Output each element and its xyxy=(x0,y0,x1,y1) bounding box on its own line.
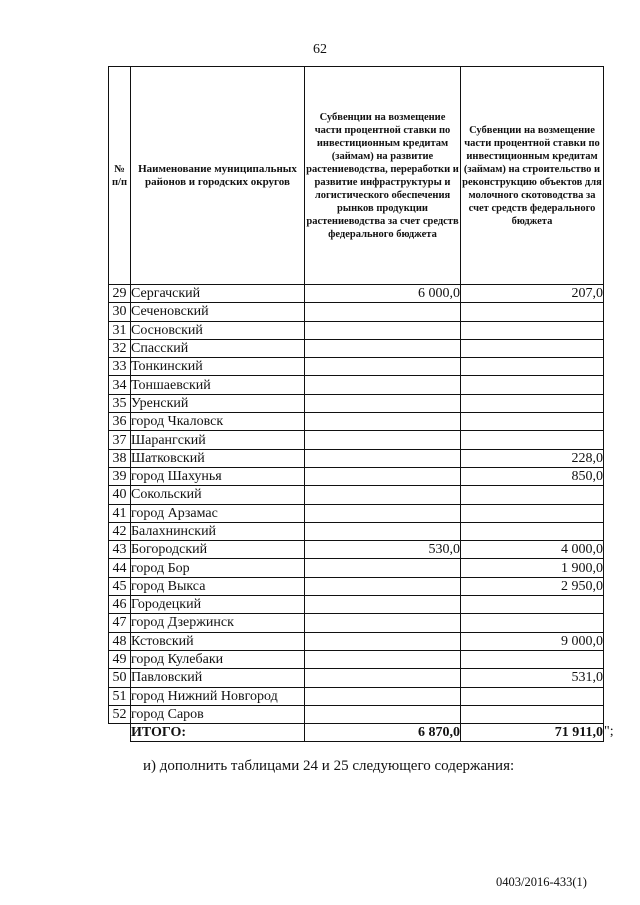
document-code: 0403/2016-433(1) xyxy=(496,875,587,889)
row-col3 xyxy=(305,577,461,595)
row-col4: 228,0 xyxy=(461,449,604,467)
row-col3 xyxy=(305,486,461,504)
table-row xyxy=(109,504,604,522)
page-number: 62 xyxy=(313,42,327,57)
row-col4 xyxy=(461,413,604,431)
row-col4 xyxy=(461,504,604,522)
table-row xyxy=(109,449,604,467)
row-name: Спасский xyxy=(131,339,305,357)
row-number: 40 xyxy=(109,486,131,504)
table-row xyxy=(109,650,604,668)
row-col3 xyxy=(305,339,461,357)
row-col4 xyxy=(461,303,604,321)
table-row xyxy=(109,486,604,504)
row-col3 xyxy=(305,632,461,650)
row-number: 45 xyxy=(109,577,131,595)
row-number: 50 xyxy=(109,669,131,687)
table-row xyxy=(109,376,604,394)
row-name: город Чкаловск xyxy=(131,413,305,431)
table-row xyxy=(109,285,604,303)
row-col4: 1 900,0 xyxy=(461,559,604,577)
row-col4 xyxy=(461,339,604,357)
row-number: 36 xyxy=(109,413,131,431)
table-row xyxy=(109,522,604,540)
row-col4 xyxy=(461,431,604,449)
body-paragraph: и) дополнить таблицами 24 и 25 следующего содержания: xyxy=(143,758,515,774)
row-col3 xyxy=(305,449,461,467)
row-number: 37 xyxy=(109,431,131,449)
row-name: Тоншаевский xyxy=(131,376,305,394)
row-col3 xyxy=(305,303,461,321)
header-name: Наименование муниципальных районов и городских округов xyxy=(131,67,305,285)
row-name: город Бор xyxy=(131,559,305,577)
row-number: 43 xyxy=(109,541,131,559)
total-col3: 6 870,0 xyxy=(305,724,461,742)
table-row xyxy=(109,705,604,723)
row-col3 xyxy=(305,431,461,449)
table-row xyxy=(109,596,604,614)
row-number: 46 xyxy=(109,596,131,614)
row-col3 xyxy=(305,705,461,723)
row-number: 49 xyxy=(109,650,131,668)
table-row xyxy=(109,467,604,485)
row-col3 xyxy=(305,376,461,394)
table-row xyxy=(109,559,604,577)
row-number: 38 xyxy=(109,449,131,467)
row-col3 xyxy=(305,358,461,376)
table-row xyxy=(109,339,604,357)
table-header-row xyxy=(109,67,604,285)
row-col4: 2 950,0 xyxy=(461,577,604,595)
table-row xyxy=(109,541,604,559)
table-row xyxy=(109,577,604,595)
row-name: Уренский xyxy=(131,394,305,412)
table-row xyxy=(109,303,604,321)
row-col3 xyxy=(305,650,461,668)
row-col3 xyxy=(305,321,461,339)
row-col4 xyxy=(461,705,604,723)
row-name: Шатковский xyxy=(131,449,305,467)
table-row xyxy=(109,413,604,431)
table-row xyxy=(109,669,604,687)
row-col4 xyxy=(461,376,604,394)
row-col4 xyxy=(461,486,604,504)
row-name: город Саров xyxy=(131,705,305,723)
row-number: 35 xyxy=(109,394,131,412)
row-number: 44 xyxy=(109,559,131,577)
row-number: 42 xyxy=(109,522,131,540)
table-row xyxy=(109,632,604,650)
total-row xyxy=(109,724,604,742)
header-num: № п/п xyxy=(109,67,131,285)
row-col4 xyxy=(461,650,604,668)
row-number: 34 xyxy=(109,376,131,394)
table-row xyxy=(109,321,604,339)
closing-quote-mark: "; xyxy=(604,724,614,739)
row-number: 48 xyxy=(109,632,131,650)
row-col4: 531,0 xyxy=(461,669,604,687)
row-col3 xyxy=(305,614,461,632)
row-name: Павловский xyxy=(131,669,305,687)
row-name: город Кулебаки xyxy=(131,650,305,668)
row-col4: 9 000,0 xyxy=(461,632,604,650)
row-col3 xyxy=(305,559,461,577)
table-row xyxy=(109,614,604,632)
row-col3 xyxy=(305,522,461,540)
row-name: город Выкса xyxy=(131,577,305,595)
row-number: 47 xyxy=(109,614,131,632)
row-name: Шарангский xyxy=(131,431,305,449)
row-col4 xyxy=(461,522,604,540)
row-col3 xyxy=(305,467,461,485)
row-number: 31 xyxy=(109,321,131,339)
row-col3: 6 000,0 xyxy=(305,285,461,303)
row-number: 51 xyxy=(109,687,131,705)
row-col4: 207,0 xyxy=(461,285,604,303)
row-col3 xyxy=(305,669,461,687)
row-name: Богородский xyxy=(131,541,305,559)
table-row xyxy=(109,358,604,376)
row-name: Балахнинский xyxy=(131,522,305,540)
row-col3 xyxy=(305,596,461,614)
row-col4 xyxy=(461,614,604,632)
total-col4: 71 911,0 xyxy=(461,724,604,742)
row-col3 xyxy=(305,504,461,522)
row-name: город Нижний Новгород xyxy=(131,687,305,705)
row-number: 52 xyxy=(109,705,131,723)
subsidy-table xyxy=(108,66,604,742)
header-col4: Субвенции на возмещение части процентной ставки по инвестиционным кредитам (займам) на строительство и реконструкцию объектов для молочного скотоводства за счет средств федерального бюджета xyxy=(461,67,604,285)
row-number: 30 xyxy=(109,303,131,321)
total-label: ИТОГО: xyxy=(131,724,305,742)
row-col4 xyxy=(461,358,604,376)
row-name: город Шахунья xyxy=(131,467,305,485)
row-name: город Арзамас xyxy=(131,504,305,522)
table-row xyxy=(109,687,604,705)
table-row xyxy=(109,431,604,449)
row-number: 33 xyxy=(109,358,131,376)
row-col4 xyxy=(461,687,604,705)
row-name: Городецкий xyxy=(131,596,305,614)
row-col4: 850,0 xyxy=(461,467,604,485)
row-name: Сокольский xyxy=(131,486,305,504)
row-col4 xyxy=(461,321,604,339)
row-number: 32 xyxy=(109,339,131,357)
row-col3: 530,0 xyxy=(305,541,461,559)
row-col3 xyxy=(305,394,461,412)
row-number: 39 xyxy=(109,467,131,485)
row-col4: 4 000,0 xyxy=(461,541,604,559)
row-name: Сосновский xyxy=(131,321,305,339)
row-col4 xyxy=(461,596,604,614)
row-col4 xyxy=(461,394,604,412)
row-name: Сергачский xyxy=(131,285,305,303)
header-col3: Субвенции на возмещение части процентной ставки по инвестиционным кредитам (займам) на развитие растениеводства, переработки и развитие инфраструктуры и логистического обеспечения рынков продукции растениеводства за счет средств федерального бюджета xyxy=(305,67,461,285)
row-number: 29 xyxy=(109,285,131,303)
row-name: город Дзержинск xyxy=(131,614,305,632)
row-name: Тонкинский xyxy=(131,358,305,376)
row-col3 xyxy=(305,687,461,705)
row-name: Кстовский xyxy=(131,632,305,650)
table-row xyxy=(109,394,604,412)
row-number: 41 xyxy=(109,504,131,522)
row-col3 xyxy=(305,413,461,431)
row-name: Сеченовский xyxy=(131,303,305,321)
